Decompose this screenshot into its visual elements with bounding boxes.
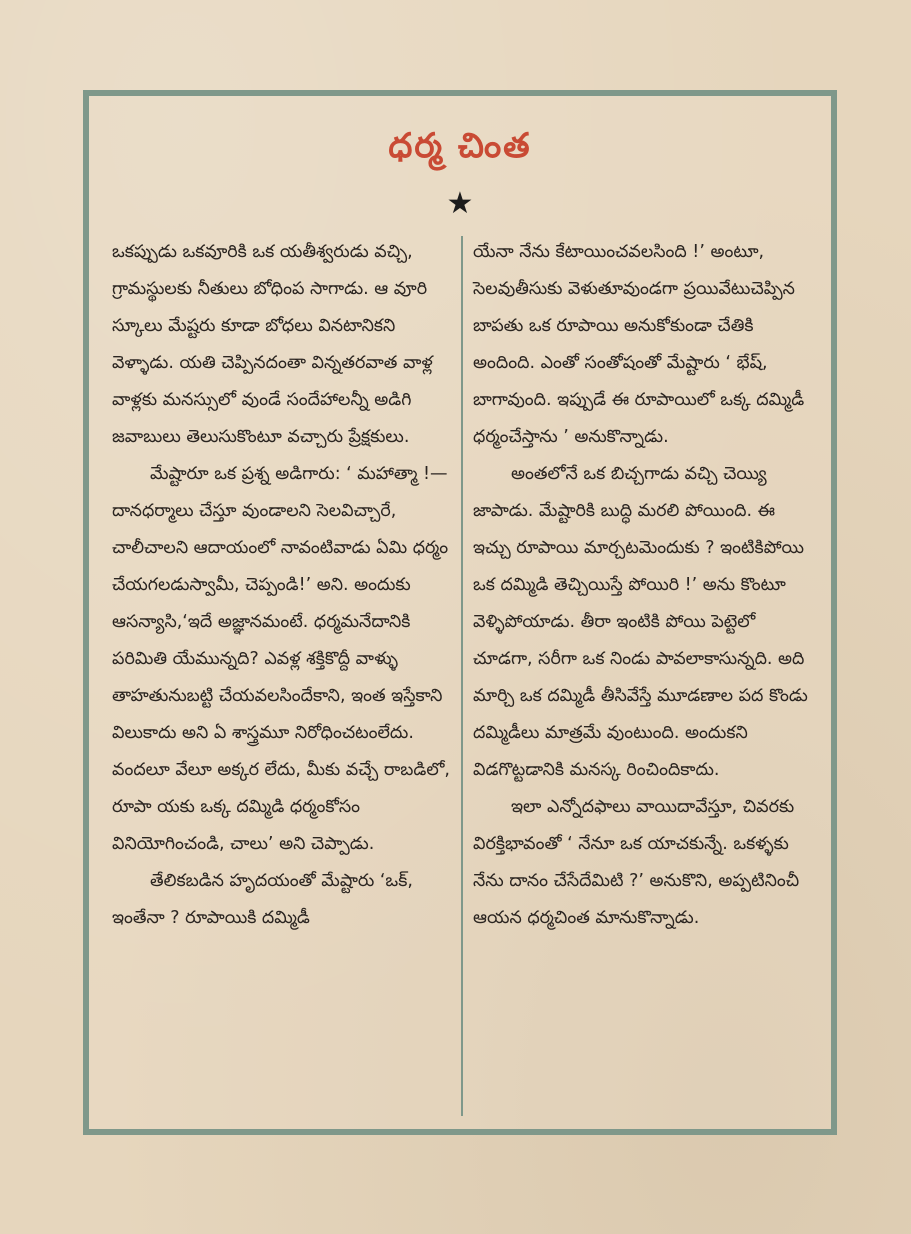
right-column	[473, 234, 818, 937]
paragraph: మేష్టారూ ఒక ప్రశ్న అడిగారు: ‘ మహాత్మా !—దానధర్మాలు చేస్తూ వుండాలని సెలవిచ్చారే, చాలీచాలని ఆదాయంలో నావంటివాడు ఏమి ధర్మం చేయగలడుస్వామీ, చెప్పండి!’ అని. అందుకు ఆసన్యాసి,‘ఇదే అజ్ఞానమంటే. ధర్మమనేదానికి పరిమితి యేమున్నది? ఎవళ్ల శక్తికొద్దీ వాళ్ళు తాహతునుబట్టి చేయవలసిందేకాని, ఇంత ఇస్తేకాని విలుకాదు అని ఏ శాస్త్రమూ నిరోధించటంలేదు. వందలూ వేలూ అక్కర లేదు, మీకు వచ్చే రాబడిలో, రూపా యకు ఒక్క దమ్మిడి ధర్మంకోసం వినియోగించండి, చాలు’ అని చెప్పాడు.	[112, 464, 450, 854]
star-icon: ★	[446, 186, 474, 221]
paragraph: తేలికబడిన హృదయంతో మేష్టారు ‘ఒక్, ఇంతేనా ? రూపాయికి దమ్మిడీ	[112, 871, 413, 928]
paragraph: ఇలా ఎన్నోదఫాలు వాయిదావేస్తూ, చివరకు విరక్తిభావంతో ‘ నేనూ ఒక యాచకున్నే. ఒకళ్ళకు నేను దానం చేసేదేమిటి ?’ అనుకొని, అప్పటినించీ ఆయన ధర్మచింత మానుకొన్నాడు.	[473, 797, 800, 928]
left-column	[112, 234, 457, 937]
article-frame	[83, 90, 837, 1135]
paragraph: యేనా నేను కేటాయించవలసింది !’ అంటూ, సెలవుతీసుకు వెళుతూవుండగా ప్రయివేటుచెప్పిన బాపతు ఒక రూపాయి అనుకోకుండా చేతికి అందింది. ఎంతో సంతోషంతో మేష్టారు ‘ భేష్, బాగావుంది. ఇప్పుడే ఈ రూపాయిలో ఒక్క దమ్మిడీ ధర్మంచేస్తాను ’ అనుకొన్నాడు.	[473, 242, 805, 447]
paragraph: ఒకప్పుడు ఒకవూరికి ఒక యతీశ్వరుడు వచ్చి, గ్రామస్థులకు నీతులు బోధింప సాగాడు. ఆ వూరి స్కూలు మేష్టరు కూడా బోధలు వినటానికని వెళ్ళాడు. యతి చెప్పినదంతా విన్నతరవాత వాళ్ల వాళ్లకు మనస్సులో వుండే సందేహాలన్నీ అడిగి జవాబులు తెలుసుకొంటూ వచ్చారు ప్రేక్షకులు.	[112, 242, 433, 447]
article-title: ధర్మ చింత	[388, 126, 532, 166]
column-divider	[461, 236, 463, 1116]
paragraph: అంతలోనే ఒక బిచ్చగాడు వచ్చి చెయ్యి జాపాడు. మేష్టారికి బుద్ధి మరలి పోయింది. ఈ ఇచ్చు రూపాయి మార్చటమెందుకు ? ఇంటికిపోయి ఒక దమ్మిడి తెచ్చియిస్తే పోయిరి !’ అను కొంటూ వెళ్ళిపోయాడు. తీరా ఇంటికి పోయి పెట్టెలో చూడగా, సరీగా ఒక నిండు పావలాకాసున్నది. అది మార్చి ఒక దమ్మిడీ తీసివేస్తే మూడణాల పద కొండు దమ్మిడీలు మాత్రమే వుంటుంది. అందుకని విడగొట్టడానికి మనస్క రించిందికాదు.	[473, 464, 808, 780]
